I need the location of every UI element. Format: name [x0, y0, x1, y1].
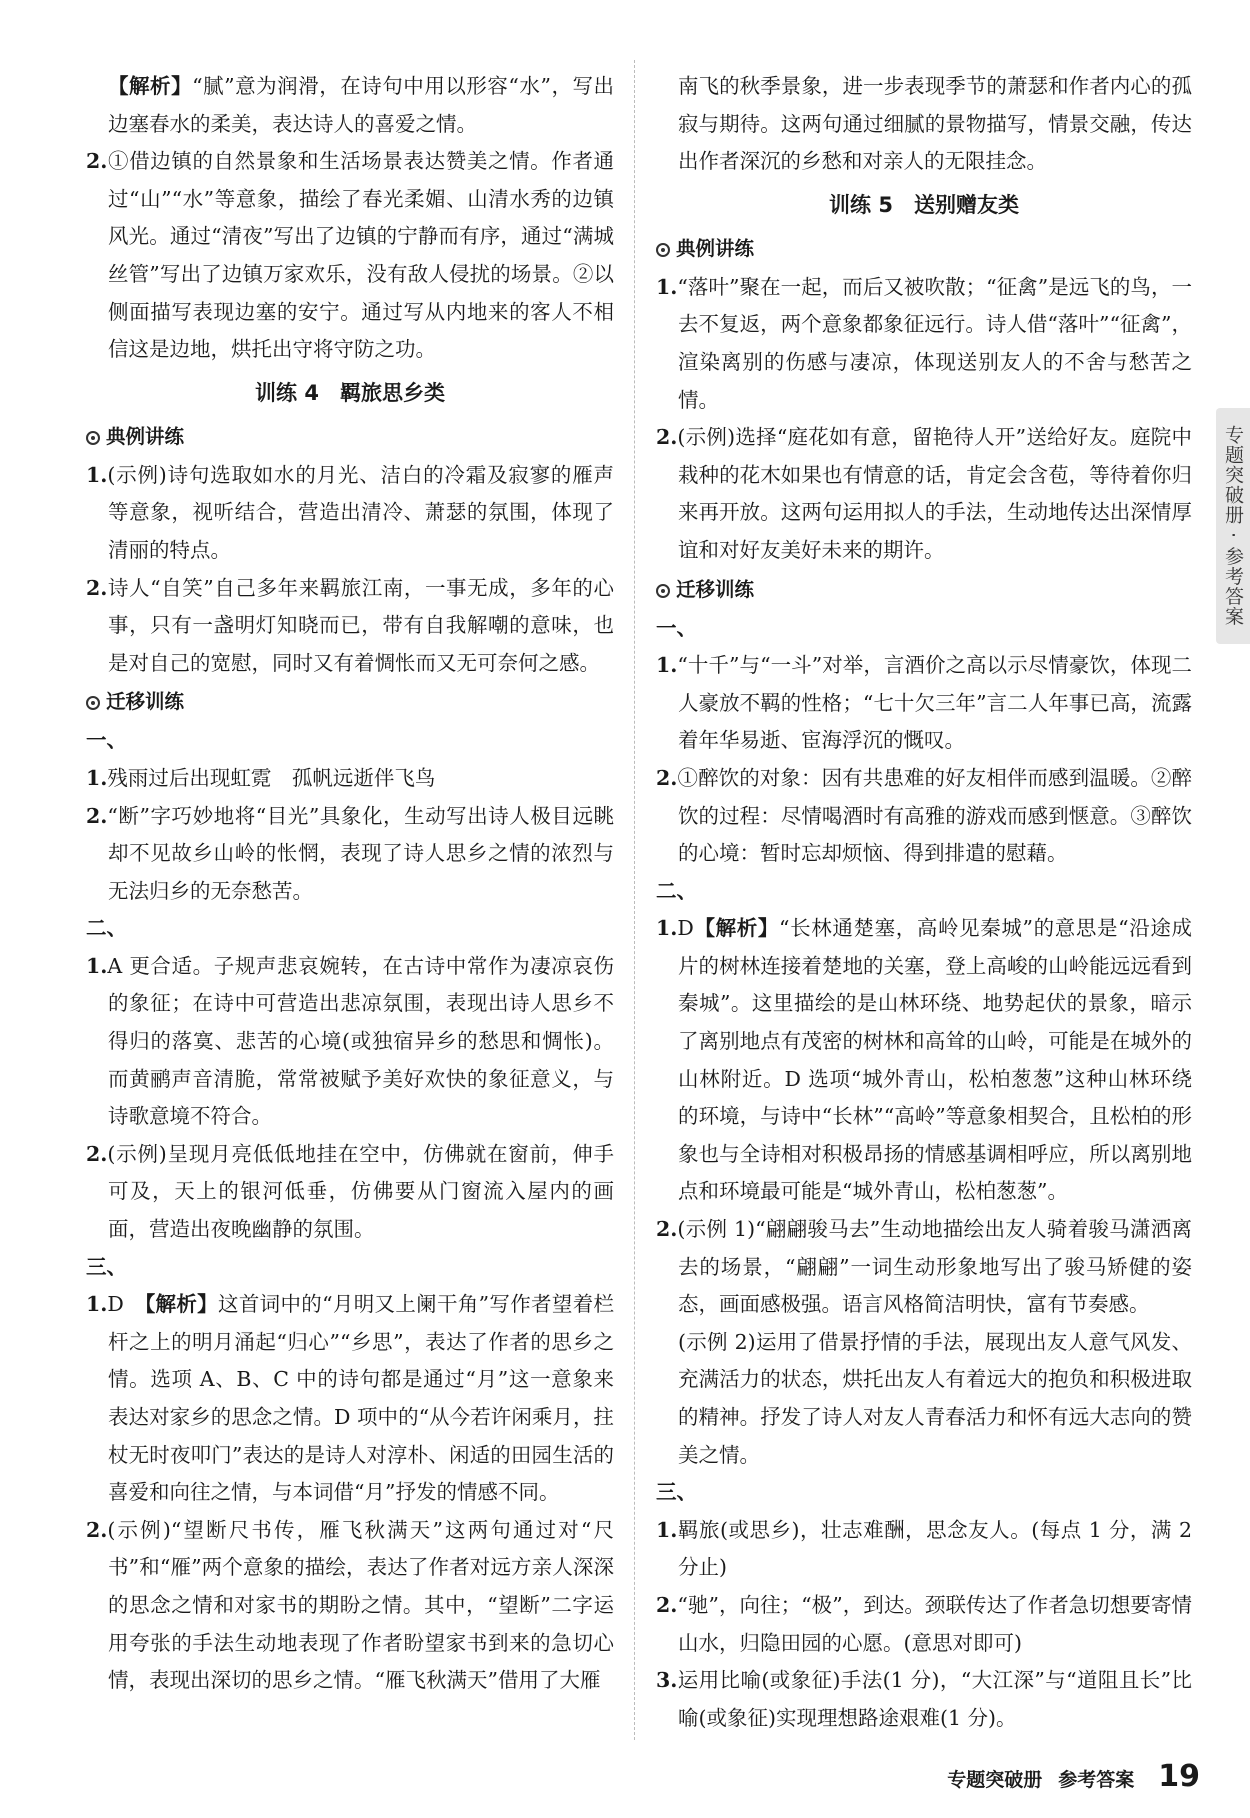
answer-paragraph — [656, 1211, 1192, 1324]
answer-text: 运用比喻(或象征)手法(1 分)，“大江深”与“道阻且长”比喻(或象征)实现理想路途艰难(1 分)。 — [677, 1668, 1192, 1730]
subsection-label: 迁移训练 — [676, 577, 755, 601]
subsection-label: 典例讲练 — [676, 236, 755, 260]
item-number: 2. — [656, 1592, 678, 1617]
page-footer — [947, 1759, 1200, 1794]
answer-text: (示例 2)运用了借景抒情的手法，展现出友人意气风发、充满活力的状态，烘托出友人有着远大的抱负和积极进取的精神。抒发了诗人对友人青春活力和怀有远大志向的赞美之情。 — [678, 1329, 1192, 1467]
answer-text: (示例)呈现月亮低低地挂在空中，仿佛就在窗前，伸手可及，天上的银河低垂，仿佛要从门窗流入屋内的画面，营造出夜晚幽静的氛围。 — [107, 1141, 614, 1242]
item-number: 1. — [656, 1517, 678, 1542]
item-number: 1. — [656, 653, 678, 678]
section-title: 训练 5 送别赠友类 — [829, 192, 1019, 217]
answer-paragraph — [656, 760, 1192, 873]
answer-paragraph — [86, 570, 614, 683]
answer-paragraph — [86, 68, 614, 143]
subsection-heading — [656, 570, 1192, 610]
subsection-label: 迁移训练 — [106, 690, 185, 714]
item-number: 1. — [86, 462, 108, 487]
answer-paragraph — [86, 1136, 614, 1249]
footer-book-title: 专题突破册 — [947, 1769, 1043, 1791]
answer-text: 羁旅(或思乡)，壮志难酬，思念友人。(每点 1 分，满 2 分止) — [677, 1517, 1192, 1580]
page-number: 19 — [1158, 1759, 1200, 1794]
answer-text: “断”字巧妙地将“目光”具象化，生动写出诗人极目远眺却不见故乡山岭的怅惘，表现了诗人思乡之情的浓烈与无法归乡的无奈愁苦。 — [107, 803, 614, 903]
answer-text: D 【解析】这首词中的“月明又上阑干角”写作者望着栏杆之上的明月涌起“归心”“乡思”，表达了作者的思乡之情。选项 A、B、C 中的诗句都是通过“月”这一意象来表达对家乡的思念之情。D 项中的“从今若许闲乘月，拄杖无时夜叩门”表达的是诗人对淳朴、闲适的田园生活的喜爱和向往之情，与本词借“月”抒发的情感不同。 — [107, 1292, 615, 1505]
item-number: 1. — [86, 953, 108, 978]
circle-bullet-icon — [656, 243, 670, 257]
part-number: 一、 — [656, 615, 697, 640]
item-number: 3. — [656, 1668, 678, 1693]
answer-text: 【解析】“腻”意为润滑，在诗句中用以形容“水”，写出边塞春水的柔美，表达诗人的喜爱之情。 — [108, 74, 614, 136]
item-number: 1. — [656, 274, 678, 299]
subsection-heading — [86, 682, 614, 722]
answer-paragraph — [656, 1587, 1192, 1662]
circle-bullet-icon — [86, 431, 100, 445]
item-number: 2. — [656, 765, 678, 790]
answer-text: ①借边镇的自然景象和生活场景表达赞美之情。作者通过“山”“水”等意象，描绘了春光柔媚、山清水秀的边镇风光。通过“清夜”写出了边镇的宁静而有序，通过“满城丝管”写出了边镇万家欢乐，没有敌人侵扰的场景。②以侧面描写表现边塞的安宁。通过写从内地来的客人不相信这是边地，烘托出守将守防之功。 — [107, 149, 614, 362]
answer-text: “驰”，向往；“极”，到达。颈联传达了作者急切想要寄情山水，归隐田园的心愿。(意思对即可) — [677, 1592, 1192, 1655]
answer-text: 诗人“自笑”自己多年来羁旅江南，一事无成，多年的心事，只有一盏明灯知晓而已，带有自我解嘲的意味，也是对自己的宽慰，同时又有着惆怅而又无可奈何之感。 — [107, 575, 614, 675]
item-number: 2. — [86, 1141, 108, 1166]
item-number: 2. — [86, 1517, 108, 1542]
answer-text: ①醉饮的对象：因有共患难的好友相伴而感到温暖。②醉饮的过程：尽情喝酒时有高雅的游戏而感到惬意。③醉饮的心境：暂时忘却烦恼、得到排遣的慰藉。 — [677, 765, 1192, 866]
answer-paragraph — [656, 647, 1192, 760]
answer-paragraph — [656, 269, 1192, 419]
answer-text: “十千”与“一斗”对举，言酒价之高以示尽情豪饮，体现二人豪放不羁的性格；“七十欠三年”言二人年事已高，流露着年华易逝、宦海浮沉的慨叹。 — [677, 653, 1192, 753]
item-number: 2. — [86, 803, 108, 828]
answer-paragraph — [86, 1286, 614, 1512]
answer-text: (示例)“望断尺书传，雁飞秋满天”这两句通过对“尺书”和“雁”两个意象的描绘，表达了作者对远方亲人深深的思念之情和对家书的期盼之情。其中，“望断”二字运用夸张的手法生动地表现了作者盼望家书到来的急切心情，表现出深切的思乡之情。“雁飞秋满天”借用了大雁 — [107, 1517, 614, 1693]
answer-text: 残雨过后出现虹霓 孤帆远逝伴飞鸟 — [107, 765, 436, 790]
item-number: 2. — [656, 425, 678, 450]
answer-paragraph — [86, 143, 614, 369]
part-number: 三、 — [86, 1254, 127, 1279]
answer-text: 南飞的秋季景象，进一步表现季节的萧瑟和作者内心的孤寂与期待。这两句通过细腻的景物描写，情景交融，传达出作者深沉的乡愁和对亲人的无限挂念。 — [678, 74, 1192, 174]
part-number: 二、 — [656, 878, 697, 903]
item-number: 2. — [86, 575, 108, 600]
part-number: 二、 — [86, 916, 127, 941]
right-column — [656, 68, 1192, 1737]
column-divider — [634, 60, 635, 1740]
left-column — [86, 68, 614, 1700]
answer-paragraph — [86, 760, 614, 798]
answer-text: (示例)选择“庭花如有意，留艳待人开”送给好友。庭院中栽种的花木如果也有情意的话，肯定会含苞，等待着你归来再开放。这两句运用拟人的手法，生动地传达出深情厚谊和对好友美好未来的期许。 — [677, 425, 1192, 562]
answer-text: (示例)诗句选取如水的月光、洁白的冷霜及寂寥的雁声等意象，视听结合，营造出清冷、萧瑟的氛围，体现了清丽的特点。 — [107, 462, 614, 562]
subsection-label: 典例讲练 — [106, 424, 185, 448]
answer-paragraph — [656, 1324, 1192, 1474]
item-number: 1. — [656, 916, 678, 941]
circle-bullet-icon — [656, 584, 670, 598]
footer-answers-label: 参考答案 — [1058, 1769, 1135, 1791]
part-number: 一、 — [86, 728, 127, 753]
answer-paragraph — [86, 1512, 614, 1700]
answer-text: A 更合适。子规声悲哀婉转，在古诗中常作为凄凉哀伤的象征；在诗中可营造出悲凉氛围，表现出诗人思乡不得归的落寞、悲苦的心境(或独宿异乡的愁思和惆怅)。而黄鹂声音清脆，常常被赋予美好欢快的象征意义，与诗歌意境不符合。 — [107, 953, 614, 1129]
answer-paragraph — [656, 910, 1192, 1211]
answer-text: D【解析】“长林通楚塞，高岭见秦城”的意思是“沿途成片的树林连接着楚地的关塞，登上高峻的山岭能远远看到秦城”。这里描绘的是山林环绕、地势起伏的景象，暗示了离别地点有茂密的树林和高耸的山岭，可能是在城外的山林附近。D 选项“城外青山，松柏葱葱”这种山林环绕的环境，与诗中“长林”“高岭”等意象相契合，且松柏的形象也与全诗相对积极昂扬的情感基调相呼应，所以离别地点和环境最可能是“城外青山，松柏葱葱”。 — [677, 916, 1192, 1204]
item-number: 2. — [86, 149, 108, 174]
answer-paragraph — [86, 948, 614, 1136]
answer-text: “落叶”聚在一起，而后又被吹散；“征禽”是远飞的鸟，一去不复返，两个意象都象征远行。诗人借“落叶”“征禽”，渲染离别的伤感与凄凉，体现送别友人的不舍与愁苦之情。 — [677, 274, 1192, 412]
answer-paragraph — [86, 457, 614, 570]
item-number: 1. — [86, 765, 108, 790]
answer-paragraph — [656, 1512, 1192, 1587]
item-number: 1. — [86, 1292, 108, 1317]
answer-paragraph — [656, 68, 1192, 181]
answer-paragraph — [656, 1662, 1192, 1737]
answer-paragraph — [656, 419, 1192, 569]
section-title: 训练 4 羁旅思乡类 — [255, 380, 445, 405]
answer-text: (示例 1)“翩翩骏马去”生动地描绘出友人骑着骏马潇洒离去的场景，“翩翩”一词生动形象地写出了骏马矫健的姿态，画面感极强。语言风格简洁明快，富有节奏感。 — [677, 1217, 1192, 1317]
circle-bullet-icon — [86, 696, 100, 710]
subsection-heading — [86, 417, 614, 457]
side-section-tab: 专题突破册 · 参考答案 — [1216, 408, 1250, 644]
part-number: 三、 — [656, 1480, 697, 1505]
answer-paragraph — [86, 798, 614, 911]
item-number: 2. — [656, 1217, 678, 1242]
subsection-heading — [656, 229, 1192, 269]
